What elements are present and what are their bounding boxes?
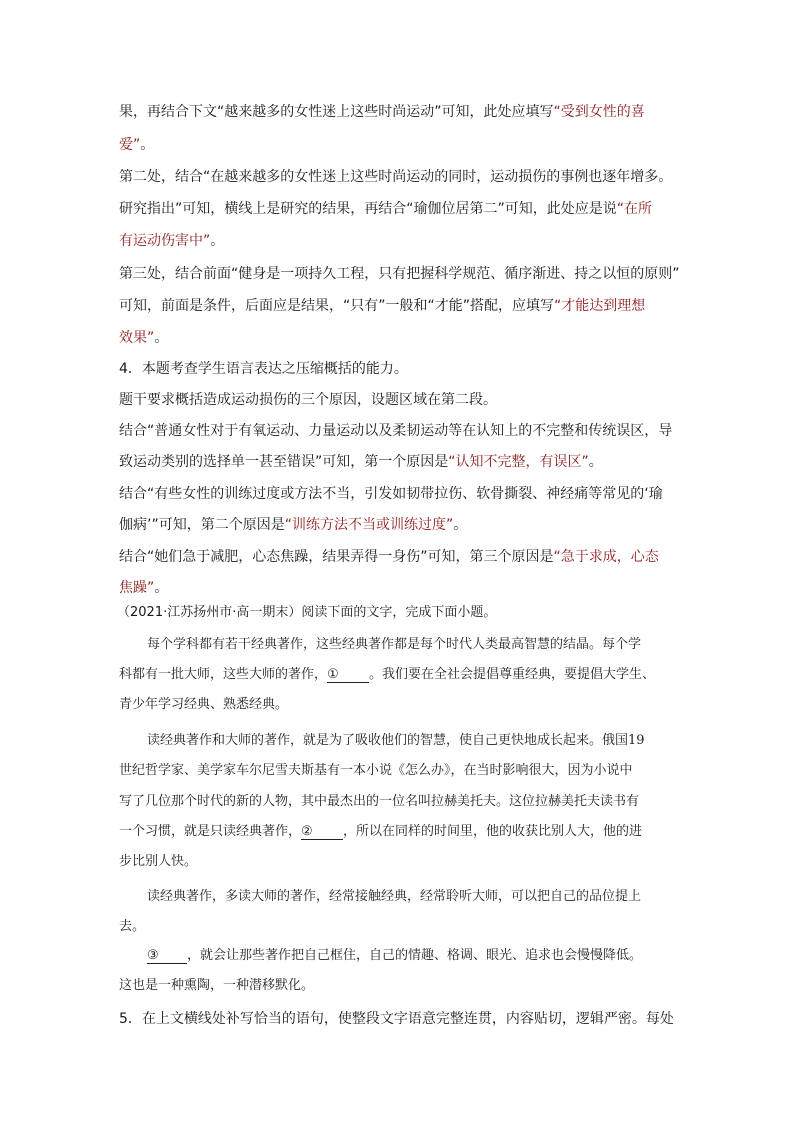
fill-blank-3[interactable]: ③ <box>147 948 187 964</box>
answer-text: 题干要求概括造成运动损伤的三个原因，设题区域在第二段。 <box>119 392 497 408</box>
answer-text: 结合“她们急于减肥，心态焦躁，结果弄得一身伤”可知，第三个原因是 <box>119 549 554 565</box>
answer-highlight: “在所 <box>616 201 653 217</box>
answer-text: 伽病’”可知，第二个原因是 <box>119 517 285 533</box>
answer-line <box>119 453 603 471</box>
passage-text: 科都有一批大师，这些大师的著作， <box>119 667 328 682</box>
answer-line <box>119 329 168 347</box>
answer-highlight: 效果” <box>119 330 155 346</box>
passage-line: 读经典著作，多读大师的著作，经常接触经典，经常聆听大师，可以把自己的品位提上 <box>147 889 642 904</box>
passage-line: 这也是一种熏陶，一种潜移默化。 <box>119 978 315 993</box>
answer-line <box>119 265 680 283</box>
answer-text: 第三处，结合前面“健身是一项持久工程，只有把握科学规范、循序渐进、持之以恒的原则” <box>119 266 680 282</box>
answer-text: 4．本题考查学生语言表达之压缩概括的能力。 <box>119 361 408 377</box>
passage-line: 步比别人快。 <box>119 854 198 869</box>
passage-line: 读经典著作和大师的著作，就是为了吸收他们的智慧，使自己更快地成长起来。俄国19 <box>147 733 645 748</box>
answer-line <box>119 297 645 315</box>
answer-highlight: “认知不完整，有误区” <box>448 454 589 470</box>
answer-text: 。 <box>453 517 468 533</box>
fill-blank-1[interactable]: ① <box>327 667 369 683</box>
answer-line <box>119 485 663 503</box>
answer-line <box>119 232 224 250</box>
answer-line <box>119 103 645 121</box>
answer-line <box>119 168 672 186</box>
answer-highlight: “训练方法不当或训练过度” <box>284 517 454 533</box>
passage-line <box>119 666 655 684</box>
answer-line <box>119 360 408 378</box>
answer-text: 致运动类别的选择单一甚至错误”可知，第一个原因是 <box>119 454 449 470</box>
answer-text: 。 <box>154 330 169 346</box>
passage-line: 世纪哲学家、美学家车尔尼雪夫斯基有一本小说《怎么办》，在当时影响很大，因为小说中 <box>119 763 633 778</box>
answer-line <box>119 391 497 409</box>
passage-text: 。我们要在全社会提倡尊重经典，要提倡大学生、 <box>369 667 656 682</box>
answer-line <box>119 422 672 440</box>
answer-text: 。 <box>588 454 603 470</box>
passage-text: 一个习惯，就是只读经典著作， <box>119 824 302 839</box>
answer-highlight: “受到女性的喜 <box>553 104 645 120</box>
answer-highlight: “才能达到理想 <box>554 298 646 314</box>
passage-line: 青少年学习经典、熟悉经典。 <box>119 697 289 712</box>
answer-highlight: 焦躁” <box>119 580 155 596</box>
answer-text: 可知，前面是条件，后面应是结果，“只有”一般和“才能”搭配，应填写 <box>119 298 555 314</box>
answer-text: 结合“普通女性对于有氧运动、力量运动以及柔韧运动等在认知上的不完整和传统误区，导 <box>119 423 673 439</box>
passage-line: 写了几位那个时代的新的人物，其中最杰出的一位名叫拉赫美托夫。这位拉赫美托夫读书有 <box>119 794 640 809</box>
answer-text: 。 <box>154 580 169 596</box>
passage-line <box>147 947 642 965</box>
answer-line <box>119 548 659 566</box>
answer-text: 。 <box>210 233 225 249</box>
passage-text: ，就会让那些著作把自己框住，自己的情趣、格调、眼光、追求也会慢慢降低。 <box>187 948 643 963</box>
question-5: 5．在上文横线处补写恰当的语句，使整段文字语意完整连贯，内容贴切，逻辑严密。每处 <box>119 1011 674 1027</box>
passage-source: （2021·江苏扬州市·高一期末）阅读下面的文字，完成下面小题。 <box>117 605 497 620</box>
answer-highlight: 爱” <box>119 137 141 153</box>
answer-text: 结合“有些女性的训练过度或方法不当，引发如韧带拉伤、软骨撕裂、神经痛等常见的‘瑜 <box>119 486 663 502</box>
answer-line <box>119 579 168 597</box>
answer-line <box>119 136 154 154</box>
fill-blank-2[interactable]: ② <box>301 824 343 840</box>
passage-line: 去。 <box>119 919 146 934</box>
passage-line <box>119 823 642 841</box>
answer-text: 。 <box>140 137 155 153</box>
answer-line <box>119 516 467 534</box>
answer-text: 研究指出”可知，横线上是研究的结果，再结合“瑜伽位居第二”可知，此处应是说 <box>119 201 617 217</box>
passage-text: ，所以在同样的时间里，他的收获比别人大，他的进 <box>343 824 643 839</box>
answer-text: 果，再结合下文“越来越多的女性迷上这些时尚运动”可知，此处应填写 <box>119 104 554 120</box>
answer-highlight: “急于求成，心态 <box>553 549 659 565</box>
answer-text: 第二处，结合“在越来越多的女性迷上这些时尚运动的同时，运动损伤的事例也逐年增多。 <box>119 169 673 185</box>
answer-line <box>119 200 652 218</box>
passage-line: 每个学科都有若干经典著作，这些经典著作都是每个时代人类最高智慧的结晶。每个学 <box>147 637 642 652</box>
answer-highlight: 有运动伤害中” <box>119 233 211 249</box>
